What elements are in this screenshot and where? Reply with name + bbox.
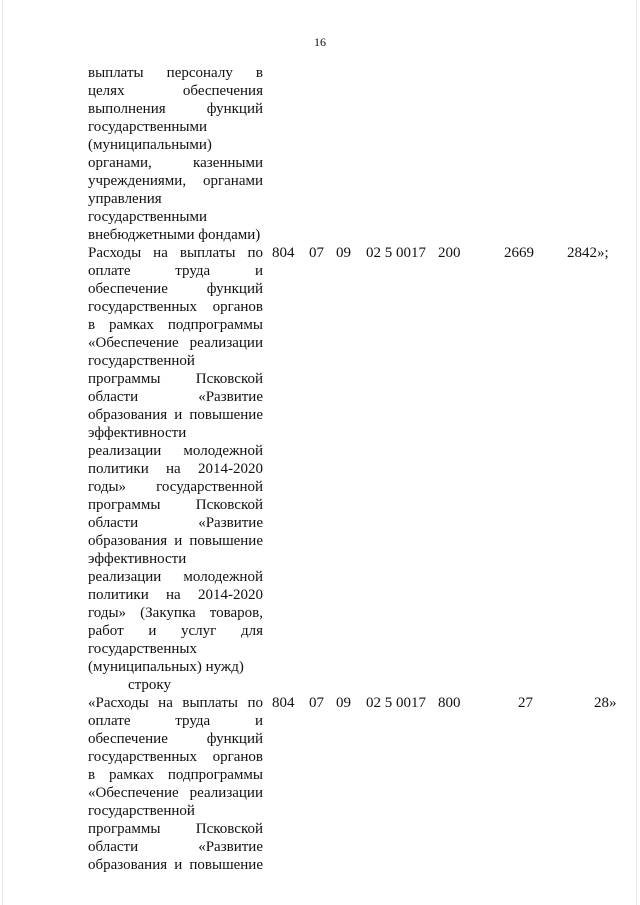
block2-line-text: (муниципальных) нужд) — [88, 659, 244, 675]
block3-ministry-code: 804 — [272, 695, 295, 711]
block3-line-text: оплате труда и — [88, 713, 263, 729]
block3-line-text: образования и повышение — [88, 857, 263, 873]
block3-line — [0, 839, 640, 859]
block2-line-text: оплате труда и — [88, 263, 263, 279]
block1-line-text: (муниципальными) — [88, 137, 212, 153]
block1-line — [0, 209, 640, 229]
block1-line — [0, 137, 640, 157]
block2-line — [0, 515, 640, 535]
block3-sum2: 28» — [594, 695, 617, 711]
block3-line — [0, 821, 640, 841]
block2-line — [0, 371, 640, 391]
block3-line — [0, 749, 640, 769]
block3-line-text: государственных органов — [88, 749, 263, 765]
block1-line — [0, 173, 640, 193]
block2-line-text: в рамках подпрограммы — [88, 317, 263, 333]
block1-line — [0, 227, 640, 247]
block2-line — [0, 605, 640, 625]
block1-line-text: учреждениями, органами — [88, 173, 263, 189]
block2-line — [0, 335, 640, 355]
block2-line — [0, 479, 640, 499]
block2-line — [0, 389, 640, 409]
stroka-label: строку — [128, 677, 171, 693]
block2-line — [0, 659, 640, 679]
block2-target-code: 02 5 0017 — [366, 245, 426, 261]
block2-line — [0, 461, 640, 481]
block2-line-text: государственных органов — [88, 299, 263, 315]
block2-line — [0, 443, 640, 463]
block2-line-text: программы Псковской — [88, 497, 263, 513]
block2-line-text: Расходы на выплаты по — [88, 245, 263, 261]
block2-line-text: обеспечение функций — [88, 281, 263, 297]
block2-line-text: эффективности — [88, 551, 187, 567]
block1-line — [0, 155, 640, 175]
block2-line-text: «Обеспечение реализации — [88, 335, 263, 351]
block2-line — [0, 551, 640, 571]
block1-line-text: целях обеспечения — [88, 83, 263, 99]
block3-section-code: 07 — [309, 695, 324, 711]
block3-line — [0, 785, 640, 805]
block3-line — [0, 713, 640, 733]
block2-subsection-code: 09 — [336, 245, 351, 261]
block2-line — [0, 623, 640, 643]
block3-line-text: программы Псковской — [88, 821, 263, 837]
block3-target-code: 02 5 0017 — [366, 695, 426, 711]
block2-line-text: реализации молодежной — [88, 569, 263, 585]
block2-line-text: государственной — [88, 353, 195, 369]
block3-subsection-code: 09 — [336, 695, 351, 711]
block1-line — [0, 119, 640, 139]
block3-line-text: «Расходы на выплаты по — [88, 695, 263, 711]
block3-line — [0, 857, 640, 877]
block3-line — [0, 731, 640, 751]
block2-line-text: образования и повышение — [88, 533, 263, 549]
block2-line-text: образования и повышение — [88, 407, 263, 423]
block2-line-text: политики на 2014-2020 — [88, 587, 263, 603]
block2-line — [0, 353, 640, 373]
block1-line — [0, 83, 640, 103]
block2-line — [0, 569, 640, 589]
block1-line-text: выплаты персоналу в — [88, 65, 263, 81]
block3-line-text: «Обеспечение реализации — [88, 785, 263, 801]
block2-line-text: области «Развитие — [88, 389, 263, 405]
block1-line-text: государственными — [88, 209, 207, 225]
block3-line — [0, 803, 640, 823]
block1-line — [0, 65, 640, 85]
block2-line — [0, 533, 640, 553]
block2-line-text: годы» (Закупка товаров, — [88, 605, 263, 621]
block3-line-text: области «Развитие — [88, 839, 263, 855]
block2-line — [0, 425, 640, 445]
block2-line-text: политики на 2014-2020 — [88, 461, 263, 477]
block2-ministry-code: 804 — [272, 245, 295, 261]
block3-line — [0, 767, 640, 787]
block2-line-text: годы» государственной — [88, 479, 263, 495]
block2-sum1: 2669 — [504, 245, 534, 261]
block1-line — [0, 101, 640, 121]
block2-line — [0, 407, 640, 427]
block2-line-text: программы Псковской — [88, 371, 263, 387]
block2-sum2: 2842»; — [567, 245, 609, 261]
block2-type-code: 200 — [438, 245, 461, 261]
block2-line — [0, 497, 640, 517]
block2-line — [0, 281, 640, 301]
block1-line — [0, 191, 640, 211]
block2-line — [0, 317, 640, 337]
block2-line-text: области «Развитие — [88, 515, 263, 531]
block3-line-text: обеспечение функций — [88, 731, 263, 747]
block2-line-text: работ и услуг для — [88, 623, 263, 639]
block2-line-text: реализации молодежной — [88, 443, 263, 459]
block3-line-text: государственной — [88, 803, 195, 819]
block2-line — [0, 299, 640, 319]
block2-line — [0, 587, 640, 607]
block2-section-code: 07 — [309, 245, 324, 261]
block1-line-text: органами, казенными — [88, 155, 263, 171]
block2-line — [0, 263, 640, 283]
block1-line-text: государственными — [88, 119, 207, 135]
block1-line-text: выполнения функций — [88, 101, 263, 117]
block1-line-text: управления — [88, 191, 162, 207]
block3-sum1: 27 — [518, 695, 533, 711]
block3-type-code: 800 — [438, 695, 461, 711]
block1-line-text: внебюджетными фондами) — [88, 227, 261, 243]
block2-line-text: эффективности — [88, 425, 187, 441]
block2-line-text: государственных — [88, 641, 197, 657]
page-number: 16 — [314, 35, 326, 49]
block3-line-text: в рамках подпрограммы — [88, 767, 263, 783]
block2-line — [0, 641, 640, 661]
